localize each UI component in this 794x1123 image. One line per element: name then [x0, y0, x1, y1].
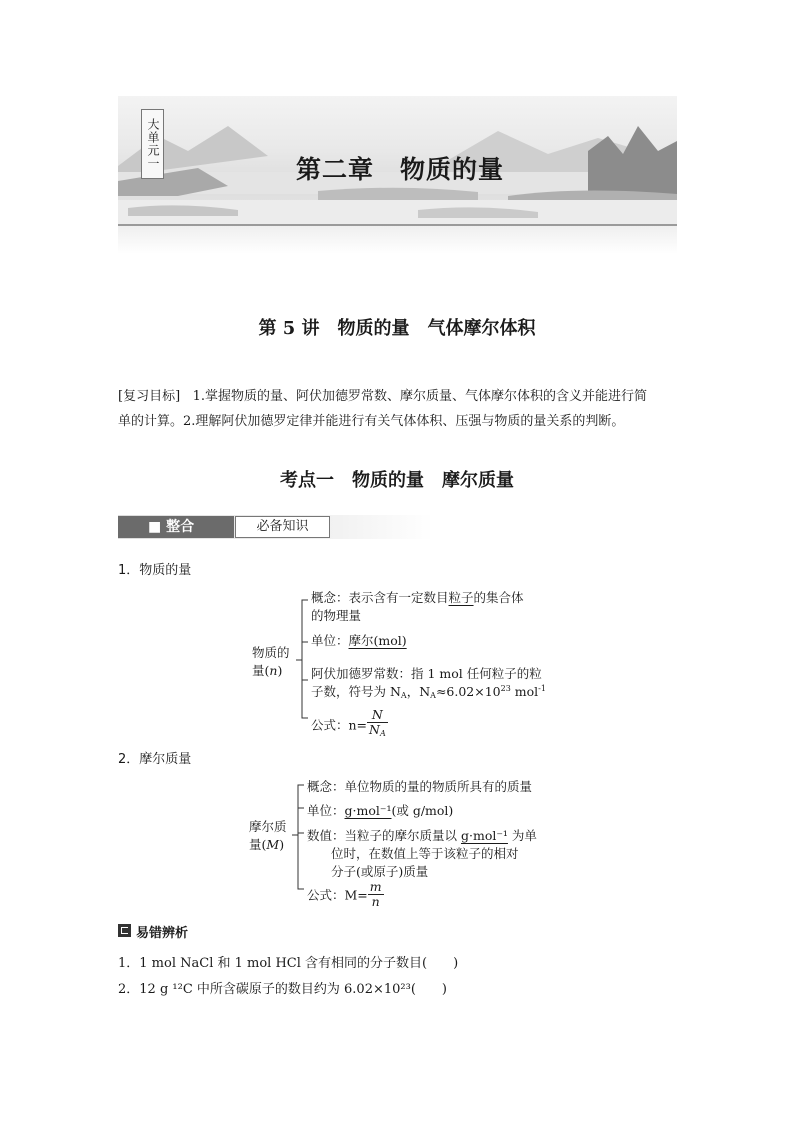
- knowledge-point-title: 考点一 物质的量 摩尔质量: [280, 470, 514, 491]
- item2-unit: 单位：g·mol⁻¹(或 g/mol): [307, 803, 454, 818]
- banner-shadow: [118, 226, 677, 254]
- unit-tag: 大单元一: [141, 109, 164, 179]
- item1-avogadro-line2: 子数，符号为 $N_A$，$N_A\approx 6.02\times 10^{23}$ mol$^{-1}$: [311, 684, 546, 700]
- section-label-integrate: ■ 整合: [118, 516, 234, 538]
- item1-root-line1: 物质的: [252, 645, 290, 660]
- chapter-title: 第二章 物质的量: [295, 155, 504, 184]
- item1-formula: 公式：n= $\frac{N}{N_A}$: [311, 707, 386, 738]
- goal-label: [复习目标]: [118, 389, 181, 404]
- item1-avogadro-line1: 阿伏加德罗常数：指 1 mol 任何粒子的粒: [311, 666, 542, 681]
- error-item-1: 1．1 mol NaCl 和 1 mol HCl 含有相同的分子数目( ): [118, 956, 459, 971]
- item2-value-line2: 位时，在数值上等于该粒子的相对: [331, 846, 519, 861]
- section-label-knowledge: 必备知识: [235, 516, 330, 538]
- item2-root-line1: 摩尔质: [249, 819, 287, 834]
- item2-formula: 公式：M= $\frac{m}{n}$: [307, 879, 382, 909]
- item1-unit: 单位：摩尔(mol): [311, 633, 407, 648]
- lecture-title: 第 5 讲 物质的量 气体摩尔体积: [258, 318, 536, 339]
- item2-concept: 概念：单位物质的量的物质所具有的质量: [307, 779, 533, 794]
- item1-heading: 1．物质的量: [118, 563, 192, 578]
- item1-concept-line2: 的物理量: [311, 608, 362, 623]
- item2-heading: 2．摩尔质量: [118, 752, 192, 767]
- item1-root-line2: 量(n): [252, 663, 283, 678]
- error-item-2: 2．12 g ¹²C 中所含碳原子的数目约为 6.02×10²³( ): [118, 982, 447, 997]
- item2-value-line1: 数值：当粒子的摩尔质量以 g·mol⁻¹ 为单: [307, 828, 537, 843]
- item2-value-line3: 分子(或原子)质量: [331, 864, 429, 879]
- goal-line-1: [复习目标] 1.掌握物质的量、阿伏加德罗常数、摩尔质量、气体摩尔体积的含义并能进行简: [118, 389, 647, 404]
- goal-line-2: 单的计算。2.理解阿伏加德罗定律并能进行有关气体体积、压强与物质的量关系的判断。: [118, 414, 625, 429]
- item2-root-line2: 量(M): [249, 837, 285, 852]
- error-analysis-icon: [118, 924, 131, 937]
- review-goals: [118, 384, 676, 434]
- item1-concept: 概念：表示含有一定数目粒子的集合体: [311, 590, 524, 605]
- error-analysis-label: 易错辨析: [136, 926, 189, 941]
